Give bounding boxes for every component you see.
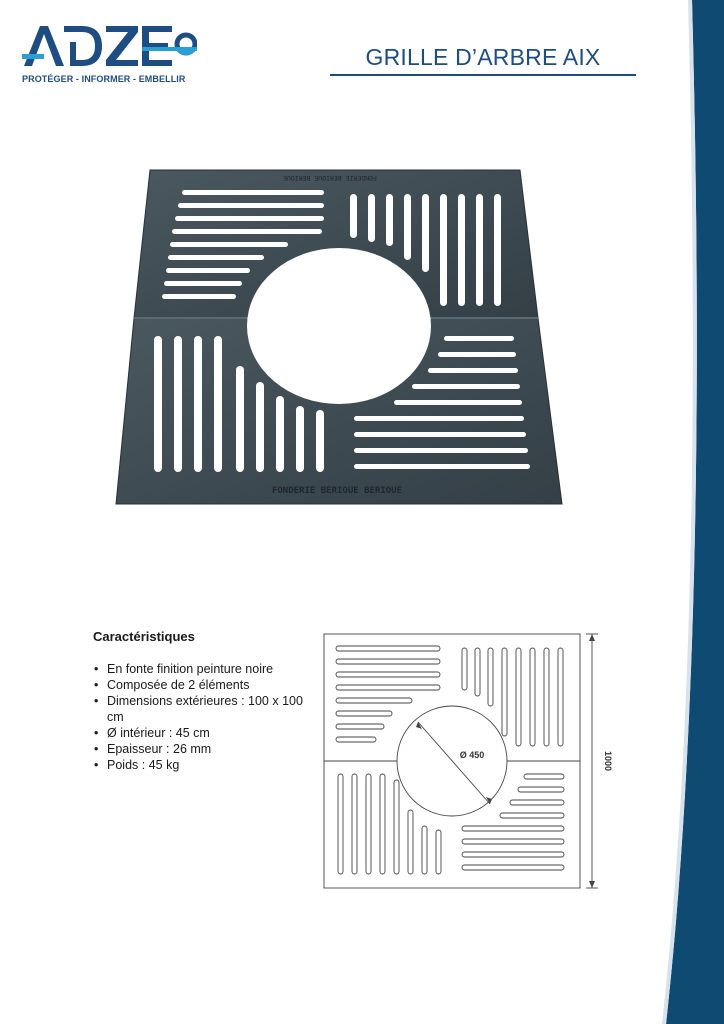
diameter-label: Ø 450 [459,750,485,760]
spec-item: • Epaisseur : 26 mm [93,741,303,757]
brand-tagline: PROTÉGER - INFORMER - EMBELLIR [22,74,186,84]
spec-item: • Poids : 45 kg [93,757,303,773]
specs-heading: Caractéristiques [93,629,195,644]
bottom-casting-marking: FONDERIE BERIOUE BERIOUE [271,486,403,496]
spec-item: • Composée de 2 éléments [93,677,303,693]
spec-item: • Dimensions extérieures : 100 x 100 cm [93,693,303,725]
product-photo [112,160,568,512]
title-underline [330,74,636,76]
specs-section [93,629,303,773]
dimension-label: 1000 [603,750,613,772]
specs-list [93,661,303,773]
spec-item: • Ø intérieur : 45 cm [93,725,303,741]
spec-item: • En fonte finition peinture noire [93,661,303,677]
top-casting-marking: FONDERIE BERIOUE BERIOUE [283,174,377,182]
technical-drawing [318,630,618,895]
page-title: GRILLE D’ARBRE AIX [365,44,601,70]
